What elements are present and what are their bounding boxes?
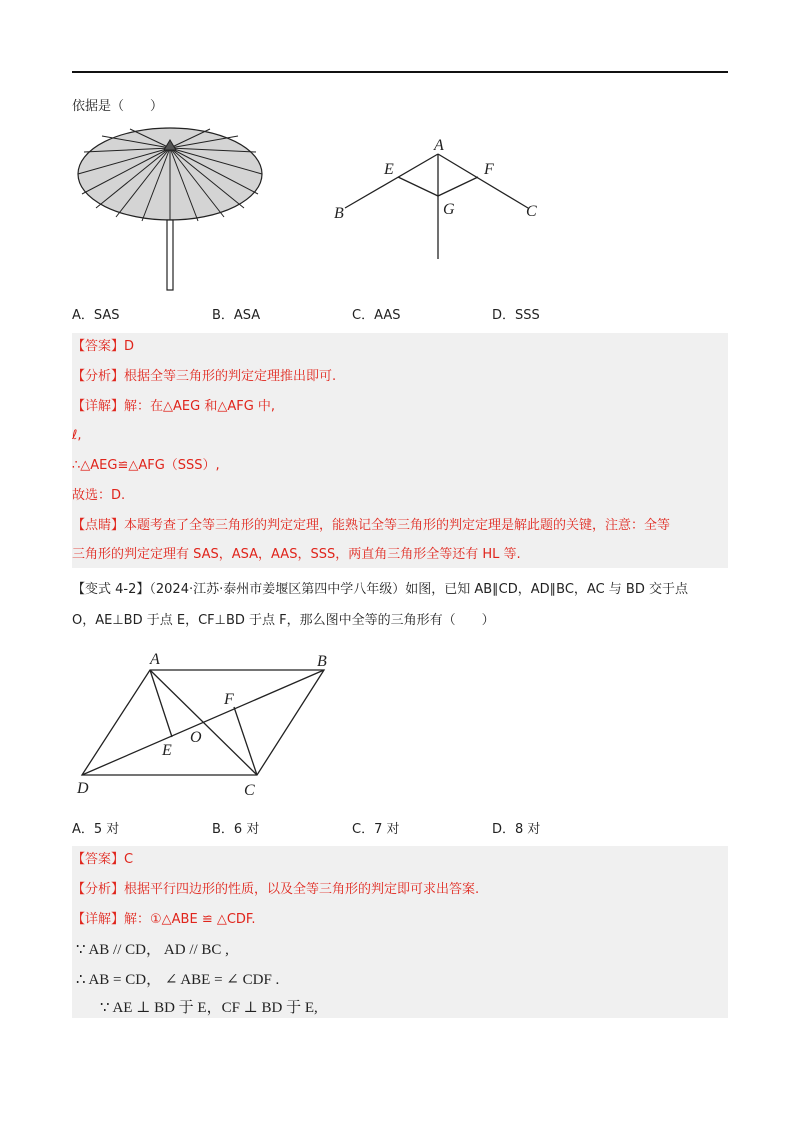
q1-option-c: C．AAS (352, 308, 401, 323)
label-B2: B (317, 653, 327, 670)
q2-stem-line-1: 【变式 4-2】（2024·江苏·泰州市姜堰区第四中学八年级）如图，已知 AB∥CD，AD∥BC，AC 与 BD 交于点 (72, 582, 688, 597)
label-E: E (384, 161, 394, 178)
q2-detail-line-3: ∴ AB = CD， ∠ ABE = ∠ CDF . (76, 972, 280, 988)
q1-detail-line-3: ∴△AEG≌△AFG（SSS）, (72, 458, 220, 473)
q1-option-d: D．SSS (492, 308, 540, 323)
label-O2: O (190, 729, 202, 746)
q1-comment-line-2: 三角形的判定定理有 SAS，ASA，AAS，SSS，两直角三角形全等还有 HL 等. (72, 547, 521, 562)
q1-answer-line: 【答案】D (72, 339, 135, 354)
q2-answer-box (72, 846, 728, 1018)
q1-option-a: A．SAS (72, 308, 120, 323)
q1-stem: 依据是（ ） (72, 99, 164, 114)
q2-option-c: C．7 对 (352, 822, 400, 837)
label-C2: C (244, 782, 255, 799)
q2-parallelogram-figure (72, 650, 342, 800)
q1-geometry-figure (330, 134, 550, 264)
q2-detail-line-4: ∵ AE ⊥ BD 于 E，CF ⊥ BD 于 E, (100, 1000, 318, 1016)
label-D2: D (77, 780, 89, 797)
q1-detail-line-1: 【详解】解：在△AEG 和△AFG 中, (72, 399, 276, 414)
q2-stem-line-2: O，AE⊥BD 于点 E，CF⊥BD 于点 F，那么图中全等的三角形有（ ） (72, 613, 495, 628)
label-B: B (334, 205, 344, 222)
q2-answer-line: 【答案】C (72, 852, 134, 867)
q2-option-b: B．6 对 (212, 822, 260, 837)
q2-detail-line-1: 【详解】解：①△ABE ≌ △CDF. (72, 912, 256, 927)
label-E2: E (162, 742, 172, 759)
label-A: A (434, 137, 444, 154)
umbrella-figure (70, 124, 270, 294)
q1-detail-line-4: 故选：D. (72, 488, 126, 503)
label-A2: A (150, 651, 160, 668)
q2-option-a: A．5 对 (72, 822, 120, 837)
label-F: F (484, 161, 494, 178)
q1-detail-line-2: ℓ, (72, 428, 82, 443)
q2-detail-line-2: ∵ AB // CD， AD // BC , (76, 942, 229, 958)
header-rule (72, 71, 728, 73)
q1-analysis-line: 【分析】根据全等三角形的判定定理推出即可. (72, 369, 337, 384)
label-G: G (443, 201, 455, 218)
label-C: C (526, 203, 537, 220)
q2-analysis-line: 【分析】根据平行四边形的性质，以及全等三角形的判定即可求出答案. (72, 882, 480, 897)
label-F2: F (224, 691, 234, 708)
q1-comment-line-1: 【点睛】本题考查了全等三角形的判定定理，能熟记全等三角形的判定定理是解此题的关键，注意：全等 (72, 518, 671, 533)
q1-option-b: B．ASA (212, 308, 261, 323)
q2-option-d: D．8 对 (492, 822, 541, 837)
